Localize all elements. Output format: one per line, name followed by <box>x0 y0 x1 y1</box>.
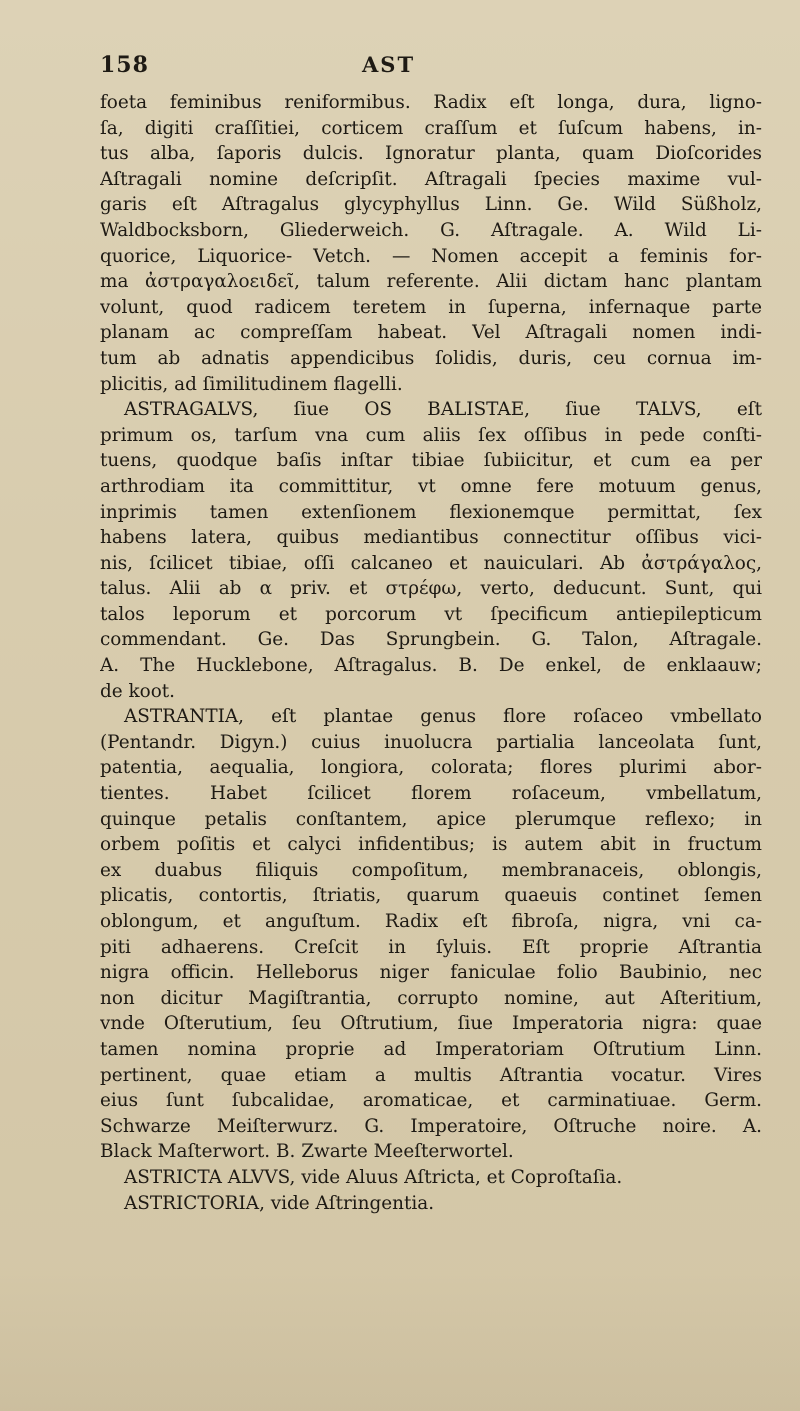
entry-heading-line: ASTRANTIA, eſt plantae genus flore roſaceo vmbellato <box>124 706 762 728</box>
text-line: vnde Oſterutium, ſeu Oſtrutium, ſiue Imperatoria nigra: quae <box>100 1013 762 1035</box>
text-line: quinque petalis conſtantem, apice plerumque reflexo; in <box>100 808 762 830</box>
entry-heading-line: ASTRAGALVS, ſiue OS BALISTAE, ſiue TALVS, eſt <box>124 399 762 421</box>
text-line: ſa, digiti craſſitiei, corticem craſſum et ſuſcum habens, in- <box>100 117 762 139</box>
page-header <box>100 52 760 86</box>
running-head: AST <box>362 52 416 77</box>
text-line: tamen nomina proprie ad Imperatoriam Oſtrutium Linn. <box>100 1038 762 1060</box>
text-line: plicatis, contortis, ſtriatis, quarum quaeuis continet ſemen <box>100 885 762 907</box>
text-line: commendant. Ge. Das Sprungbein. G. Talon, Aſtragale. <box>100 629 762 651</box>
page-number: 158 <box>100 52 149 78</box>
text-line: primum os, tarſum vna cum aliis ſex oſſibus in pede conſti- <box>100 424 762 446</box>
text-line: talus. Alii ab α priv. et στρέφω, verto, deducunt. Sunt, qui <box>100 578 762 600</box>
text-line: garis eſt Aſtragalus glycyphyllus Linn. Ge. Wild Süßholz, <box>100 194 762 216</box>
text-line: de koot. <box>100 680 176 702</box>
text-line: quorice, Liquorice- Vetch. — Nomen accepit a feminis for- <box>100 245 762 267</box>
text-line: eius ſunt ſubcalidae, aromaticae, et carminatiuae. Germ. <box>100 1090 762 1112</box>
text-line: nis, ſcilicet tibiae, oſſi calcaneo et nauiculari. Ab ἀστράγαλος, <box>100 552 762 574</box>
text-line: volunt, quod radicem teretem in ſuperna, infernaque parte <box>100 296 762 318</box>
page-bottom-shadow <box>0 1271 800 1411</box>
text-line: nigra officin. Helleborus niger faniculae folio Baubinio, nec <box>100 962 762 984</box>
text-line: ma ἀστραγαλοειδεῖ, talum referente. Alii dictam hanc plantam <box>100 271 762 293</box>
text-line: plicitis, ad ſimilitudinem flagelli. <box>100 373 403 395</box>
text-line: inprimis tamen extenſionem flexionemque permittat, ſex <box>100 501 762 523</box>
text-line: tuens, quodque baſis inſtar tibiae ſubiicitur, et cum ea per <box>100 450 762 472</box>
text-line: arthrodiam ita committitur, vt omne fere motuum genus, <box>100 475 762 497</box>
text-line: oblongum, et anguſtum. Radix eſt fibroſa, nigra, vni ca- <box>100 911 762 932</box>
text-line: pertinent, quae etiam a multis Aſtrantia vocatur. Vires <box>100 1064 762 1086</box>
text-line: tientes. Habet ſcilicet florem roſaceum, vmbellatum, <box>100 783 762 805</box>
text-line: ex duabus filiquis compoſitum, membranaceis, oblongis, <box>100 859 762 881</box>
text-line: tum ab adnatis appendicibus ſolidis, duris, ceu cornua im- <box>100 347 762 369</box>
text-line: foeta feminibus reniformibus. Radix eſt longa, dura, ligno- <box>100 92 762 113</box>
text-line: orbem poſitis et calyci infidentibus; is autem abit in fructum <box>100 834 762 856</box>
text-line: Waldbocksborn, Gliederweich. G. Aſtragale. A. Wild Li- <box>100 219 762 241</box>
text-line: talos leporum et porcorum vt ſpecificum antiepilepticum <box>100 603 762 625</box>
text-line: A. The Hucklebone, Aſtragalus. B. De enkel, de enklaauw; <box>100 655 762 677</box>
entry-heading-line: ASTRICTORIA, vide Aſtringentia. <box>124 1192 435 1214</box>
text-line: Aſtragali nomine deſcripſit. Aſtragali ſpecies maxime vul- <box>100 168 762 190</box>
body-text <box>100 90 762 1216</box>
text-line: Black Maſterwort. B. Zwarte Meeſterwortel. <box>100 1141 514 1163</box>
entry-heading-line: ASTRICTA ALVVS, vide Aluus Aſtricta, et Coproſtaſia. <box>124 1166 623 1188</box>
text-line: piti adhaerens. Creſcit in ſyluis. Eſt proprie Aſtrantia <box>100 936 762 958</box>
text-line: non dicitur Magiſtrantia, corrupto nomine, aut Aſteritium, <box>100 987 762 1009</box>
text-line: (Pentandr. Digyn.) cuius inuolucra partialia lanceolata ſunt, <box>100 731 762 753</box>
text-line: patentia, aequalia, longiora, colorata; flores plurimi abor- <box>100 757 762 779</box>
text-line: tus alba, ſaporis dulcis. Ignoratur planta, quam Dioſcorides <box>100 143 762 165</box>
text-line: habens latera, quibus mediantibus connectitur oſſibus vici- <box>100 527 762 549</box>
text-line: Schwarze Meiſterwurz. G. Imperatoire, Oſtruche noire. A. <box>100 1115 762 1137</box>
text-line: planam ac compreſſam habeat. Vel Aſtragali nomen indi- <box>100 322 762 344</box>
